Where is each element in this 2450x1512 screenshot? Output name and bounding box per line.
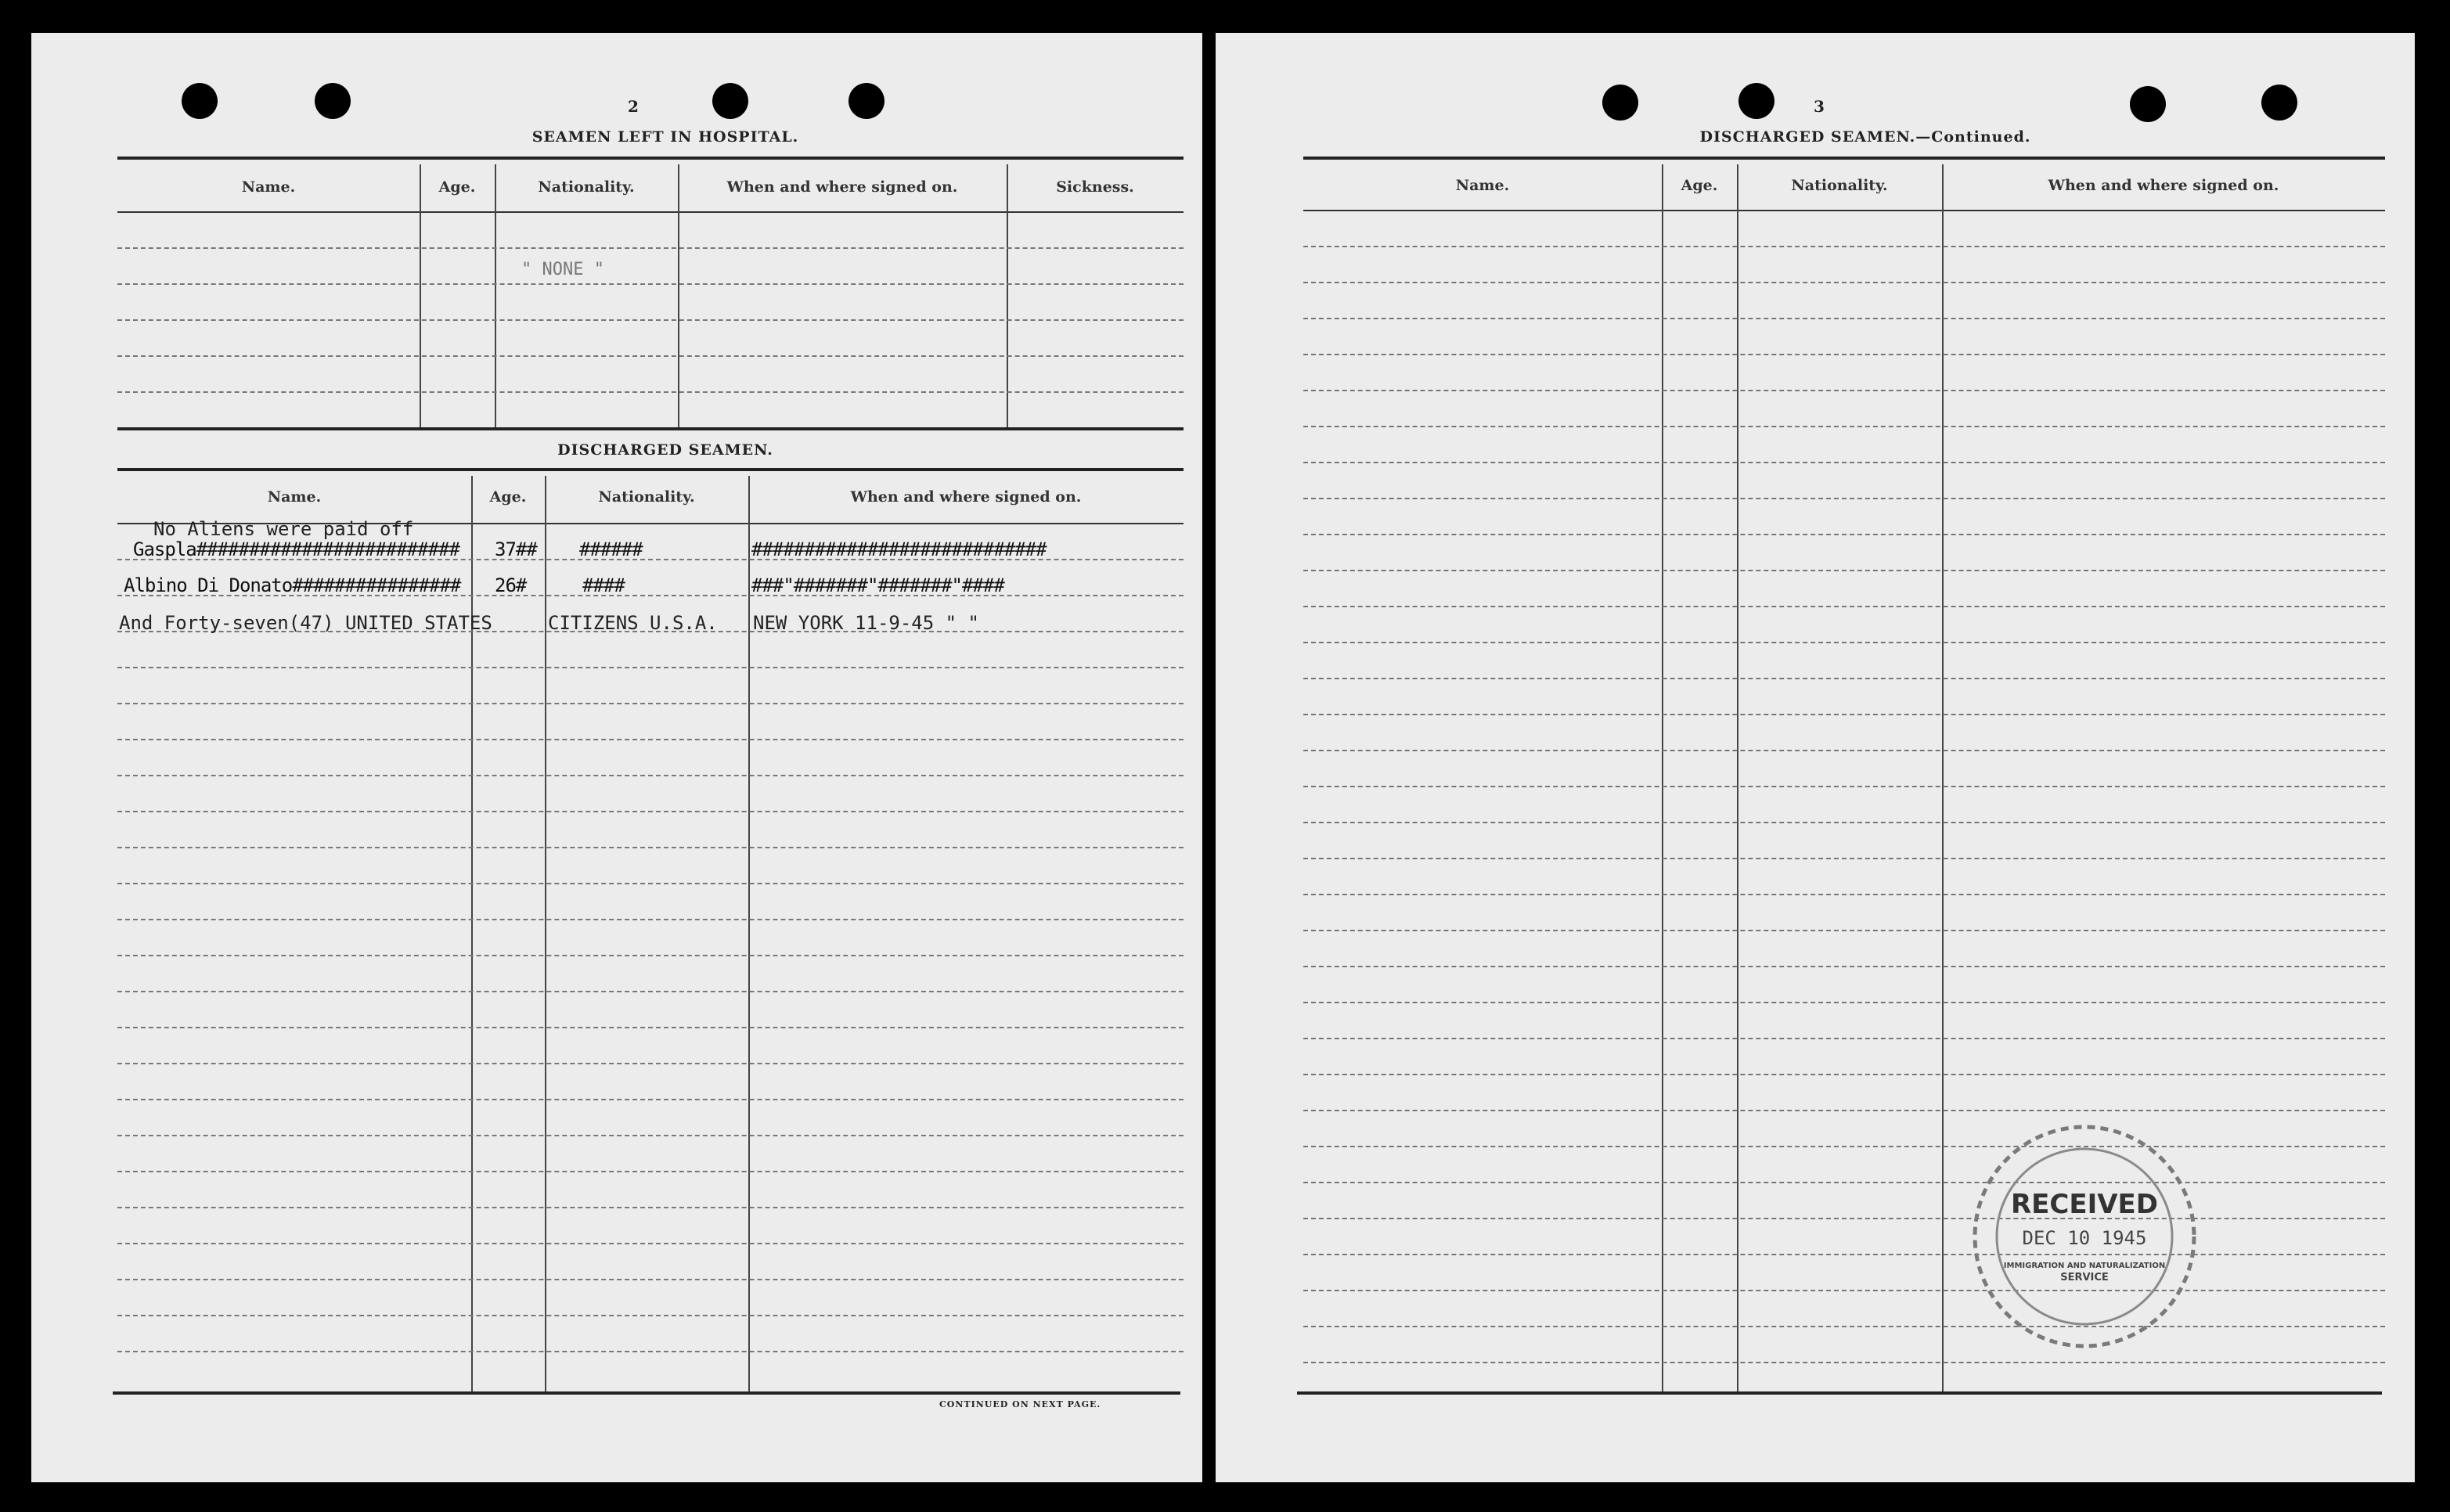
ruled-line: [1303, 534, 2385, 535]
column-divider: [1737, 164, 1738, 1391]
column-divider: [748, 476, 750, 1391]
column-divider: [420, 164, 421, 427]
ruled-line: [1303, 1146, 2385, 1147]
ruled-line: [117, 703, 1184, 704]
punch-hole: [2261, 85, 2297, 121]
page-number: 2: [628, 97, 639, 116]
struck-name: Gaspla#########################: [133, 538, 459, 560]
column-header-name: Name.: [241, 178, 296, 196]
ruled-line: [117, 391, 1184, 393]
ruled-line: [117, 1027, 1184, 1028]
column-divider: [495, 164, 496, 427]
table-rule: [113, 1391, 1180, 1395]
stamp-date: DEC 10 1945: [2022, 1227, 2147, 1249]
struck-name: Albino Di Donato################: [124, 574, 461, 596]
discharged-section-title: DISCHARGED SEAMEN.: [557, 441, 773, 459]
ruled-line: [1303, 1218, 2385, 1219]
ruled-line: [1303, 390, 2385, 391]
continued-footer: CONTINUED ON NEXT PAGE.: [939, 1399, 1101, 1409]
ruled-line: [117, 1099, 1184, 1100]
stamp-agency: IMMIGRATION AND NATURALIZATION: [2003, 1262, 2166, 1270]
ruled-line: [1303, 1254, 2385, 1255]
struck-nationality: ####: [582, 574, 625, 596]
ruled-line: [117, 1279, 1184, 1280]
ruled-line: [117, 1063, 1184, 1064]
ruled-line: [117, 319, 1184, 321]
table-rule: [117, 211, 1184, 213]
ruled-line: [117, 1207, 1184, 1208]
column-header-nationality: Nationality.: [538, 178, 635, 196]
column-header-name: Name.: [267, 488, 322, 506]
column-header-name: Name.: [1455, 177, 1510, 194]
table-rule: [117, 157, 1184, 160]
note-text: No Aliens were paid off: [153, 518, 414, 540]
ruled-line: [1303, 786, 2385, 787]
ruled-line: [1303, 606, 2385, 607]
ruled-line: [117, 247, 1184, 249]
struck-nationality: ######: [579, 538, 643, 560]
ruled-line: [1303, 1110, 2385, 1111]
ruled-line: [117, 355, 1184, 357]
column-header-nationality: Nationality.: [598, 488, 695, 506]
ruled-line: [117, 283, 1184, 285]
punch-hole: [182, 83, 218, 119]
page-title: DISCHARGED SEAMEN.—Continued.: [1699, 128, 2031, 146]
punch-hole: [1602, 85, 1638, 121]
stamp-service: SERVICE: [2060, 1272, 2109, 1283]
table-rule: [117, 468, 1184, 471]
summary-name: And Forty-seven(47) UNITED STATES: [119, 612, 492, 634]
struck-age: 26#: [495, 574, 527, 596]
table-rule: [1297, 1391, 2382, 1395]
column-header-age: Age.: [489, 488, 527, 506]
ruled-line: [117, 775, 1184, 776]
column-divider: [678, 164, 679, 427]
ruled-line: [117, 739, 1184, 740]
punch-hole: [315, 83, 351, 119]
ruled-line: [1303, 750, 2385, 751]
ruled-line: [1303, 1038, 2385, 1039]
ruled-line: [117, 1315, 1184, 1316]
column-header-signed-on: When and where signed on.: [850, 488, 1082, 506]
hospital-entry: " NONE ": [521, 260, 604, 279]
ruled-line: [117, 883, 1184, 884]
ruled-line: [1303, 966, 2385, 967]
column-header-sickness: Sickness.: [1056, 178, 1134, 196]
ruled-line: [117, 1135, 1184, 1136]
page-number: 3: [1814, 97, 1825, 116]
ruled-line: [1303, 1182, 2385, 1183]
ruled-line: [1303, 678, 2385, 679]
ruled-line: [1303, 894, 2385, 895]
ruled-line: [1303, 246, 2385, 247]
ruled-line: [1303, 858, 2385, 859]
column-header-nationality: Nationality.: [1791, 177, 1888, 194]
ruled-line: [1303, 426, 2385, 427]
struck-age: 37##: [495, 538, 537, 560]
ruled-line: [1303, 462, 2385, 463]
punch-hole: [2130, 86, 2166, 122]
ruled-line: [1303, 1362, 2385, 1363]
ruled-line: [117, 1243, 1184, 1244]
column-divider: [545, 476, 546, 1391]
ruled-line: [1303, 1326, 2385, 1327]
struck-signed: ###"#######"#######"####: [751, 574, 1004, 596]
ruled-line: [1303, 1002, 2385, 1003]
ruled-line: [117, 919, 1184, 920]
ruled-line: [1303, 1074, 2385, 1075]
right-page: [1216, 33, 2415, 1482]
ruled-line: [1303, 570, 2385, 571]
stamp-received-text: RECEIVED: [2011, 1189, 2158, 1220]
table-rule: [117, 427, 1184, 430]
ruled-line: [1303, 354, 2385, 355]
column-divider: [1662, 164, 1663, 1391]
column-header-signed-on: When and where signed on.: [2048, 177, 2279, 194]
summary-signed: NEW YORK 11-9-45 " ": [753, 612, 979, 634]
column-header-age: Age.: [1681, 177, 1718, 194]
ruled-line: [117, 667, 1184, 668]
punch-hole: [712, 83, 748, 119]
struck-signed: ############################: [751, 538, 1047, 560]
ruled-line: [1303, 714, 2385, 715]
column-header-age: Age.: [438, 178, 476, 196]
punch-hole: [1738, 83, 1774, 119]
ruled-line: [1303, 930, 2385, 931]
received-stamp: [1967, 1119, 2202, 1354]
ruled-line: [1303, 1290, 2385, 1291]
ruled-line: [117, 1351, 1184, 1352]
ruled-line: [1303, 282, 2385, 283]
ruled-line: [117, 847, 1184, 848]
hospital-section-title: SEAMEN LEFT IN HOSPITAL.: [531, 128, 799, 146]
received-stamp-seal: [1967, 1119, 2202, 1354]
table-rule: [1303, 157, 2385, 160]
column-header-signed-on: When and where signed on.: [726, 178, 958, 196]
column-divider: [1942, 164, 1944, 1391]
ruled-line: [117, 955, 1184, 956]
punch-hole: [848, 83, 885, 119]
summary-nationality: CITIZENS U.S.A.: [548, 612, 718, 634]
ruled-line: [117, 811, 1184, 812]
left-page: [31, 33, 1202, 1482]
ruled-line: [117, 991, 1184, 992]
ruled-line: [117, 1171, 1184, 1172]
ruled-line: [1303, 498, 2385, 499]
column-divider: [1007, 164, 1008, 427]
ruled-line: [1303, 318, 2385, 319]
ruled-line: [1303, 642, 2385, 643]
ruled-line: [1303, 822, 2385, 823]
table-rule: [1303, 210, 2385, 211]
